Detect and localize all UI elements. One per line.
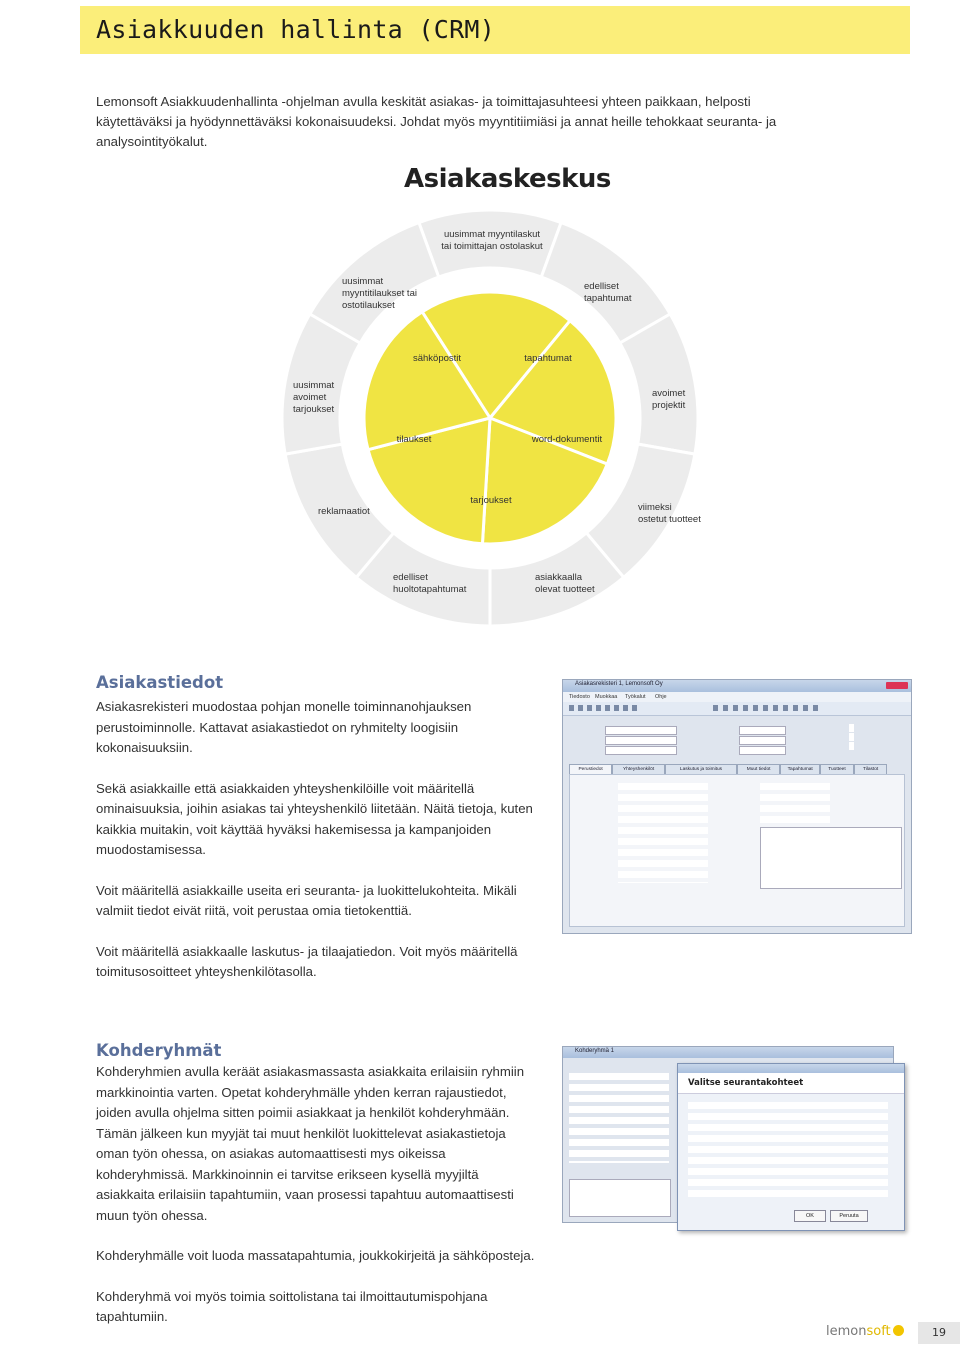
- tab-2[interactable]: Laskutus ja toimitus: [665, 764, 737, 774]
- tab-0[interactable]: Perustiedot: [569, 764, 612, 774]
- ok-button[interactable]: OK: [794, 1210, 826, 1222]
- paragraph: Asiakasrekisteri muodostaa pohjan monelle toiminnanohjauksen perustoiminnolle. Kattavat asiakastiedot on ryhmitelty loogisiin kokonaisuuksiin.: [96, 699, 472, 755]
- logo-text-lemon: lemon: [826, 1324, 867, 1339]
- label-top-right: edelliset tapahtumat: [584, 281, 632, 304]
- tab-4[interactable]: Tapahtumat: [780, 764, 820, 774]
- label-left: uusimmat avoimet tarjoukset: [293, 380, 335, 415]
- customer-number-field[interactable]: [605, 726, 677, 735]
- paragraph: Voit määritellä asiakkaalle laskutus- ja tilaajatiedon. Voit myös määritellä toimitusosoitteet yhteyshenkilötasolla.: [96, 943, 518, 979]
- menu-item-file[interactable]: Tiedosto: [569, 694, 590, 700]
- target-group-list[interactable]: [569, 1179, 671, 1217]
- search-name-field[interactable]: [605, 746, 677, 755]
- tab-3[interactable]: Muut tiedot: [737, 764, 780, 774]
- window-titlebar: [563, 1047, 893, 1058]
- select-tracking-dialog: [677, 1063, 905, 1231]
- label-left-low: reklamaatiot: [318, 506, 370, 517]
- page-title: Asiakkuuden hallinta (CRM): [96, 15, 496, 44]
- name-field[interactable]: [605, 736, 677, 745]
- toolbar: [563, 702, 911, 716]
- tab-strip: [569, 764, 905, 774]
- close-icon: [886, 682, 908, 689]
- paragraph: Sekä asiakkaille että asiakkaiden yhteyshenkilöille voit määritellä ominaisuuksia, joihin asiakas tai yhteyshenkilö liitetään. Näitä tietoja, kuten kaikkia muitakin, voit käyttää hyväksi hakemisessa ja kampanjoiden muodostamisessa.: [96, 780, 533, 857]
- label-bottom-left: edelliset huoltotapahtumat: [393, 572, 467, 595]
- label-bottom-right: viimeksi ostetut tuotteet: [638, 502, 701, 525]
- section-body-asiakastiedot: [96, 697, 536, 1003]
- logo-dot-icon: [893, 1325, 904, 1336]
- form-fields-right[interactable]: [760, 783, 830, 823]
- paragraph: Kohderyhmä voi myös toimia soittolistana tai ilmoittautumispohjana tapahtumiin.: [96, 1288, 488, 1324]
- header-fields: [569, 720, 774, 756]
- customer-center-wheel: [270, 160, 710, 640]
- page-number: 19: [918, 1322, 960, 1344]
- label-email: sähköpostit: [412, 353, 462, 364]
- lemonsoft-logo: [826, 1324, 904, 1339]
- label-word-docs: word-dokumentit: [531, 434, 603, 445]
- tab-5[interactable]: Tuotteet: [820, 764, 854, 774]
- section-heading-kohderyhmat: Kohderyhmät: [96, 1041, 222, 1060]
- label-top: uusimmat myyntilaskut tai toimittajan ostolaskut: [441, 229, 543, 252]
- target-group-fields[interactable]: [569, 1073, 669, 1163]
- type-field[interactable]: [739, 746, 786, 755]
- tab-content: [569, 774, 905, 927]
- paragraph: Voit määritellä asiakkaille useita eri seuranta- ja luokittelukohteita. Mikäli valmiit tiedot eivät riitä, voit perustaa omia tietokenttiä.: [96, 882, 517, 918]
- toolbar-navigation[interactable]: [713, 705, 823, 711]
- section-body-kohderyhmat: [96, 1062, 536, 1348]
- diagram-title: Asiakaskeskus: [404, 164, 611, 194]
- cancel-button[interactable]: Peruuta: [830, 1210, 868, 1222]
- label-events: tapahtumat: [524, 353, 572, 364]
- window-title: Asiakasrekisteri 1, Lemonsoft Oy: [575, 681, 663, 687]
- dialog-titlebar: [678, 1064, 904, 1073]
- label-top-left: uusimmat myyntitilaukset tai ostotilaukset: [342, 276, 417, 311]
- menu-item-help[interactable]: Ohje: [655, 694, 667, 700]
- logo-text-soft: soft: [866, 1324, 891, 1339]
- dialog-title: Valitse seurantakohteet: [678, 1073, 904, 1094]
- tab-6[interactable]: Tilastot: [854, 764, 888, 774]
- tab-1[interactable]: Yhteyshenkilöt: [612, 764, 665, 774]
- tracking-fields[interactable]: [688, 1102, 888, 1200]
- menu-item-tools[interactable]: Työkalut: [625, 694, 646, 700]
- menu-bar: [563, 692, 911, 702]
- menu-item-edit[interactable]: Muokkaa: [595, 694, 618, 700]
- intro-paragraph: Lemonsoft Asiakkuudenhallinta -ohjelman avulla keskität asiakas- ja toimittajasuhteesi yhteen paikkaan, helposti käytettäväksi ja hyödynnettäväksi kokonaisuudeksi. Johdat myös myyntitiimiäsi ja annat heille tehokkaat seuranta- ja analysointityökalut.: [96, 94, 777, 149]
- status-field[interactable]: [739, 726, 786, 735]
- target-group-screenshot: [562, 1046, 894, 1223]
- label-right: avoimet projektit: [652, 388, 686, 411]
- section-heading-asiakastiedot: Asiakastiedot: [96, 673, 224, 692]
- inner-pentagon: [364, 292, 616, 544]
- customer-register-screenshot: [562, 679, 912, 934]
- title-bar: [80, 6, 910, 54]
- form-fields-left[interactable]: [618, 783, 708, 883]
- label-orders: tilaukset: [396, 434, 432, 445]
- paragraph: Kohderyhmälle voit luoda massatapahtumia, joukkokirjeitä ja sähköposteja.: [96, 1248, 535, 1263]
- window-titlebar: [563, 680, 911, 692]
- window-title: Kohderyhmä 1: [575, 1048, 615, 1054]
- paragraph: Kohderyhmien avulla keräät asiakasmassasta asiakkaita erilaisiin ryhmiin markkinointia varten. Opetat kohderyhmälle yhden kerran rajaustiedot, joiden avulla ohjelma sitten poimii asiakkaat ja henkilöt kohderyhmään. Tämän jälkeen kun myyjät tai muut henkilöt luokittelevat asiakastietoja oman työn ohessa, on asiakas automaattisesti mys oikeissa kohderyhmissä. Markkinoinnin ei tarvitse erikseen kysellä myyjiltä asiakkaita erilaisiin tapahtumiin, vaan prosessi tapahtuu automaattisesti muun työn ohessa.: [96, 1064, 525, 1223]
- classification-tree[interactable]: [760, 827, 902, 889]
- flags-checkboxes[interactable]: [849, 724, 899, 758]
- label-bottom-right-2: asiakkaalla olevat tuotteet: [535, 572, 595, 595]
- group-field[interactable]: [739, 736, 786, 745]
- toolbar-icons[interactable]: [569, 705, 639, 711]
- label-quotes: tarjoukset: [470, 495, 512, 506]
